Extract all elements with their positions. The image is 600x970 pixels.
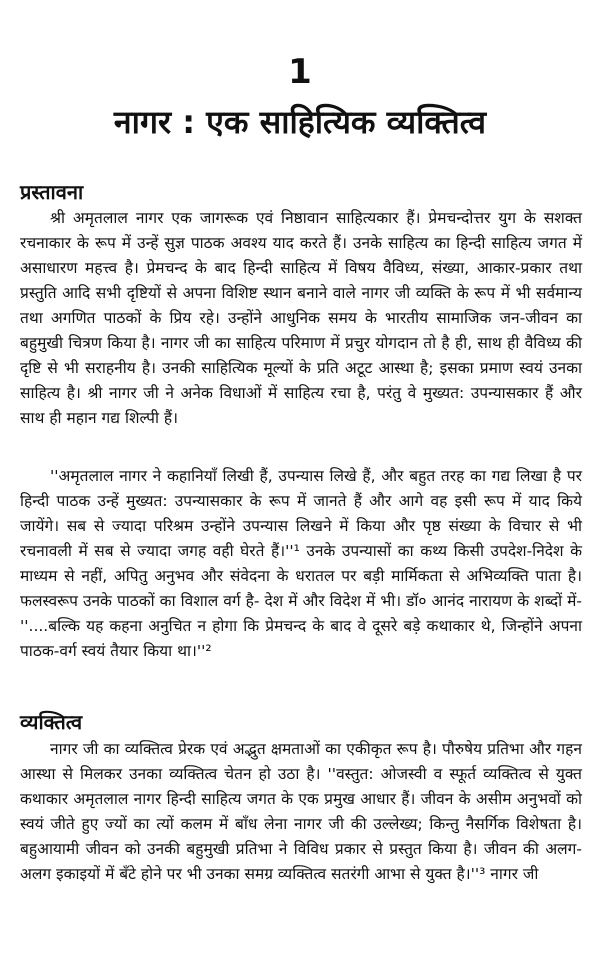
section-heading-prastavana: प्रस्तावना <box>20 180 84 204</box>
chapter-title: नागर : एक साहित्यिक व्यक्तित्व <box>113 103 487 141</box>
paragraph-quote: ''अमृतलाल नागर ने कहानियाँ लिखी हैं, उपन्यास लिखे हैं, और बहुत तरह का गद्य लिखा है पर हिन्दी पाठक उन्हें मुख्यत: उपन्यासकार के रूप में जानते हैं और आगे वह इसी रूप में याद किये जायेंगे। सब से ज्यादा परिश्रम उन्होंने उपन्यास लिखने में किया और पृष्ठ संख्या के विचार से भी रचनावली में सब से ज्यादा जगह वही घेरते हैं।''¹ उनके उपन्यासों का कथ्य किसी उपदेश-निदेश के माध्यम से नहीं, अपितु अनुभव और संवेदना के धरातल पर बड़ी मार्मिकता से अभिव्यक्ति पाता है। फलस्वरूप उनके पाठकों का विशाल वर्ग है- देश में और विदेश में भी। डॉ० आनंद नारायण के शब्दों में- ''....बल्कि यह कहना अनुचित न होगा कि प्रेमचन्द के बाद वे दूसरे बड़े कथाकार थे, जिन्होंने अपना पाठक-वर्ग स्वयं तैयार किया था।''² <box>20 467 582 660</box>
section-heading-vyaktitva: व्यक्तित्व <box>20 710 83 734</box>
chapter-number: 1 <box>288 52 312 92</box>
paragraph-intro: श्री अमृतलाल नागर एक जागरूक एवं निष्ठावान साहित्यकार हैं। प्रेमचन्दोत्तर युग के सशक्त रचनाकार के रूप में उन्हें सुज्ञ पाठक अवश्य याद करते हैं। उनके साहित्य का हिन्दी साहित्य जगत में असाधारण महत्त्व है। प्रेमचन्द के बाद हिन्दी साहित्य में विषय वैविध्य, संख्या, आकार-प्रकार तथा प्रस्तुति आदि सभी दृष्टियों से अपना विशिष्ट स्थान बनाने वाले नागर जी व्यक्ति के रूप में भी सर्वमान्य तथा अगणित पाठकों के प्रिय रहे। उन्होंने आधुनिक समय के भारतीय सामाजिक जन-जीवन का बहुमुखी चित्रण किया है। नागर जी का साहित्य परिमाण में प्रचुर योगदान तो है ही, साथ ही वैविध्य की दृष्टि से भी सराहनीय है। उनकी साहित्यिक मूल्यों के प्रति अटूट आस्था है; इसका प्रमाण स्वयं उनका साहित्य है। श्री नागर जी ने अनेक विधाओं में साहित्य रचा है, परंतु वे मुख्यत: उपन्यासकार हैं और साथ ही महान गद्य शिल्पी हैं। <box>20 209 582 427</box>
paragraph-personality: नागर जी का व्यक्तित्व प्रेरक एवं अद्भुत क्षमताओं का एकीकृत रूप है। पौरुषेय प्रतिभा और गहन आस्था से मिलकर उनका व्यक्तित्व चेतन हो उठा है। ''वस्तुत: ओजस्वी व स्फूर्त व्यक्तित्व से युक्त कथाकार अमृतलाल नागर हिन्दी साहित्य जगत के एक प्रमुख आधार हैं। जीवन के असीम अनुभवों को स्वयं जीते हुए ज्यों का त्यों कलम में बाँध लेना नागर जी की उल्लेख्य; किन्तु नैसर्गिक विशेषता है। बहुआयामी जीवन को उनकी बहुमुखी प्रतिभा ने विविध प्रकार से प्रस्तुत किया है। जीवन की अलग-अलग इकाइयों में बँटे होने पर भी उनका समग्र व्यक्तित्व सतरंगी आभा से युक्त है।''³ नागर जी <box>20 740 582 883</box>
